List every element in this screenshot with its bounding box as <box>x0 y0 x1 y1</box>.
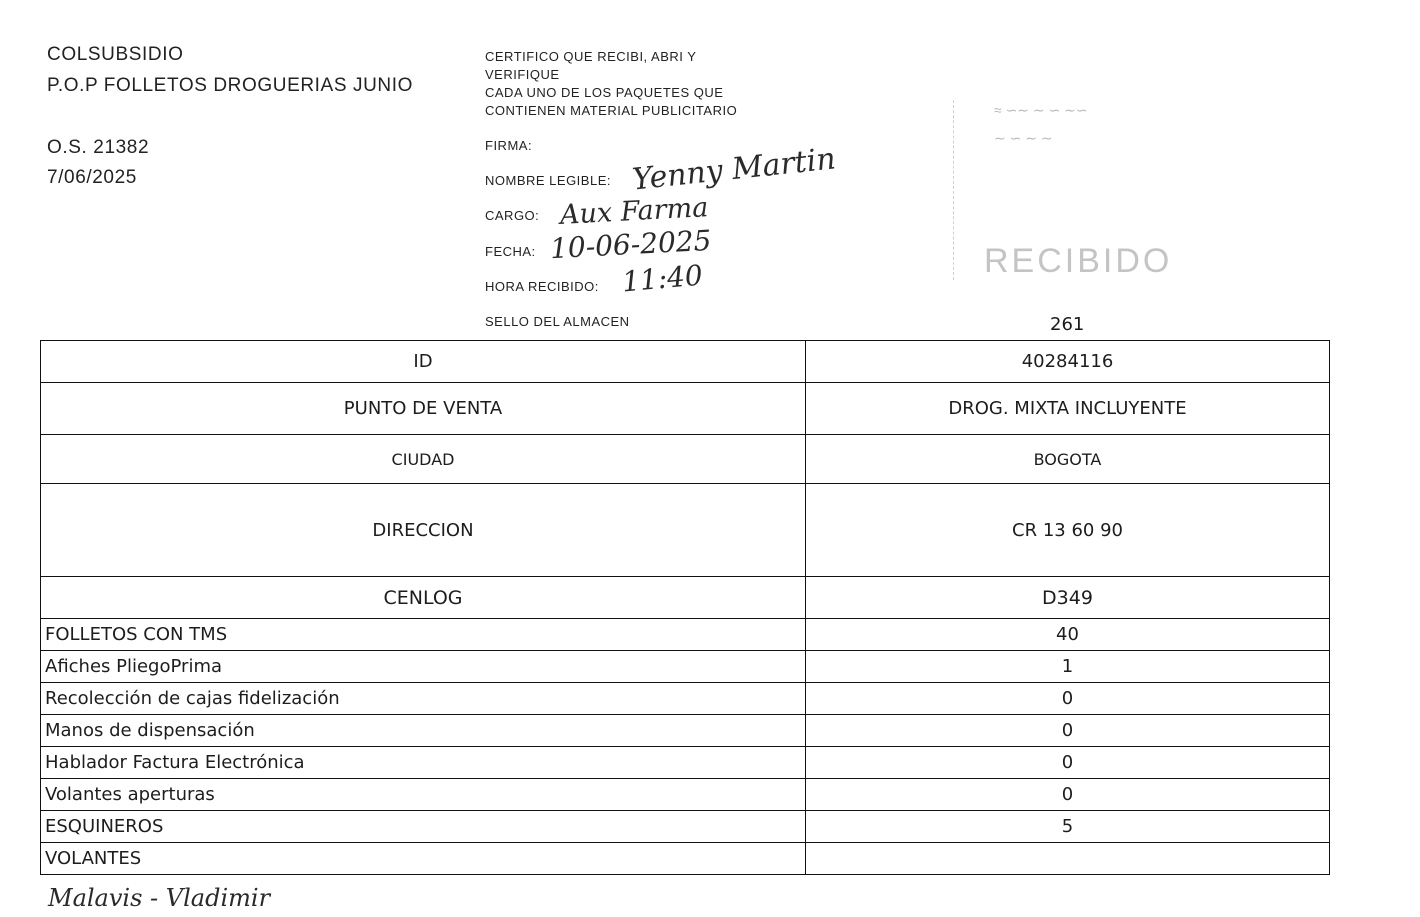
item-row <box>41 811 1330 843</box>
item-row <box>41 619 1330 651</box>
id-label: ID <box>41 341 806 383</box>
document-date: 7/06/2025 <box>47 167 137 188</box>
firma-label: FIRMA: <box>485 138 533 153</box>
stamp-scribble: ∼ ∽ ∼ ∼ <box>994 130 1053 146</box>
item-name: VOLANTES <box>41 843 806 875</box>
item-quantity: 0 <box>806 715 1330 747</box>
direccion-value: CR 13 60 90 <box>806 484 1330 577</box>
item-name: Volantes aperturas <box>41 779 806 811</box>
item-name: ESQUINEROS <box>41 811 806 843</box>
certification-line: VERIFIQUE <box>485 67 560 82</box>
stamp-area <box>953 100 1204 280</box>
campaign-title: P.O.P FOLLETOS DROGUERIAS JUNIO <box>47 75 413 96</box>
certification-line: CADA UNO DE LOS PAQUETES QUE <box>485 85 724 100</box>
cargo-label: CARGO: <box>485 208 540 223</box>
stamp-scribble: ≈ ∽∼ ∼ ∽ ∼∽ <box>994 102 1088 118</box>
punto-venta-value: DROG. MIXTA INCLUYENTE <box>806 383 1330 435</box>
company-name: COLSUBSIDIO <box>47 44 184 65</box>
table-row <box>41 435 1330 484</box>
item-row <box>41 747 1330 779</box>
table-row <box>41 341 1330 383</box>
item-name: FOLLETOS CON TMS <box>41 619 806 651</box>
item-row <box>41 651 1330 683</box>
ciudad-label: CIUDAD <box>41 435 806 484</box>
cargo-handwritten: Aux Farma <box>559 192 710 231</box>
delivery-form-table <box>40 340 1330 875</box>
cenlog-label: CENLOG <box>41 577 806 619</box>
stamp-received-text: RECIBIDO <box>984 242 1173 280</box>
item-quantity: 5 <box>806 811 1330 843</box>
table-row <box>41 577 1330 619</box>
nombre-label: NOMBRE LEGIBLE: <box>485 173 611 188</box>
footer-handwritten-note: Malavis - Vladimir <box>48 884 271 912</box>
item-name: Manos de dispensación <box>41 715 806 747</box>
item-row <box>41 715 1330 747</box>
item-name: Recolección de cajas fidelización <box>41 683 806 715</box>
hora-handwritten: 11:40 <box>620 258 704 299</box>
item-quantity: 40 <box>806 619 1330 651</box>
nombre-handwritten: Yenny Martin <box>630 141 838 198</box>
sello-label: SELLO DEL ALMACEN <box>485 314 630 329</box>
order-number: O.S. 21382 <box>47 137 150 158</box>
item-quantity: 0 <box>806 683 1330 715</box>
table-row <box>41 383 1330 435</box>
page-number: 261 <box>1050 314 1085 335</box>
item-row <box>41 843 1330 875</box>
fecha-label: FECHA: <box>485 244 536 259</box>
item-quantity <box>806 843 1330 875</box>
item-name: Afiches PliegoPrima <box>41 651 806 683</box>
punto-venta-label: PUNTO DE VENTA <box>41 383 806 435</box>
fecha-handwritten: 10-06-2025 <box>549 223 713 266</box>
item-name: Hablador Factura Electrónica <box>41 747 806 779</box>
certification-line: CONTIENEN MATERIAL PUBLICITARIO <box>485 103 738 118</box>
hora-label: HORA RECIBIDO: <box>485 279 599 294</box>
certification-line: CERTIFICO QUE RECIBI, ABRI Y <box>485 49 697 64</box>
certification-text <box>485 48 737 120</box>
table-row <box>41 484 1330 577</box>
id-value: 40284116 <box>806 341 1330 383</box>
cenlog-value: D349 <box>806 577 1330 619</box>
item-row <box>41 683 1330 715</box>
ciudad-value: BOGOTA <box>806 435 1330 484</box>
direccion-label: DIRECCION <box>41 484 806 577</box>
item-row <box>41 779 1330 811</box>
item-quantity: 0 <box>806 747 1330 779</box>
item-quantity: 1 <box>806 651 1330 683</box>
item-quantity: 0 <box>806 779 1330 811</box>
